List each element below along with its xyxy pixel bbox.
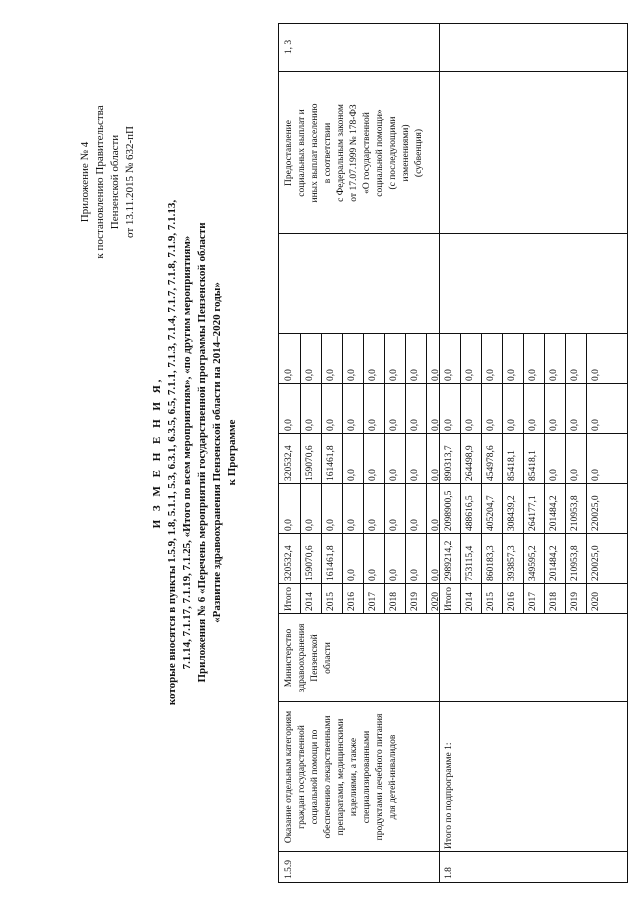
heading-line-5: к Программе: [226, 419, 238, 486]
measure-name-line: для детей-инвалидов: [388, 734, 398, 820]
period-row-border: [544, 334, 545, 614]
funding-value: 0,0: [326, 519, 336, 531]
funding-value: 320532,4: [284, 445, 294, 481]
funding-value: 0,0: [284, 419, 294, 431]
column-border: [279, 383, 627, 384]
appendix-number: Приложение № 4: [79, 141, 91, 223]
funding-value: 0,0: [326, 369, 336, 381]
funding-value: 161461,8: [326, 445, 336, 481]
funding-value: 2989214,2: [444, 540, 454, 581]
column-border: [279, 583, 627, 584]
column-border: [279, 533, 627, 534]
funding-value: 85418,1: [507, 450, 517, 481]
funding-value: 0,0: [507, 369, 517, 381]
funding-value: 0,0: [591, 469, 601, 481]
period-row-border: [502, 334, 503, 614]
funding-value: 0,0: [549, 469, 559, 481]
funding-value: 0,0: [347, 369, 357, 381]
funding-value: 0,0: [528, 419, 538, 431]
target-indicator-code: 1, 3: [284, 39, 294, 55]
period-year: 2018: [549, 592, 559, 611]
funding-value: 454978,6: [486, 445, 496, 481]
funding-value: 220025,0: [591, 545, 601, 581]
funding-value: 210953,8: [570, 495, 580, 531]
funding-value: 0,0: [389, 569, 399, 581]
changes-table: [278, 23, 628, 883]
funding-value: 0,0: [368, 469, 378, 481]
funding-value: 0,0: [284, 519, 294, 531]
funding-value: 0,0: [465, 369, 475, 381]
period-year: 2018: [389, 592, 399, 611]
funding-value: 0,0: [507, 419, 517, 431]
funding-value: 405204,7: [486, 495, 496, 531]
description-line: с Федеральным законом: [336, 104, 346, 202]
description-line: от 17.07.1999 № 178-ФЗ: [349, 104, 359, 202]
measure-name-line: продуктами лечебного питания: [375, 713, 385, 841]
measure-name-line: специализированными: [362, 730, 372, 824]
funding-value: 0,0: [486, 369, 496, 381]
appendix-resolution: к постановлению Правительства: [94, 105, 106, 259]
heading-line-2: 7.1.14, 7.1.17, 7.1.19, 7.1.25, «Итого по всем мероприятиям», «по другим мероприятиям»: [181, 235, 193, 670]
funding-value: 320532,4: [284, 545, 294, 581]
period-row-border: [321, 334, 322, 614]
period-year: 2017: [368, 592, 378, 611]
period-row-border: [363, 334, 364, 614]
funding-value: 159070,6: [305, 445, 315, 481]
description-line: Предоставление: [284, 120, 294, 186]
heading-title: И З М Е Н Е Н И Я,: [151, 376, 163, 529]
row-number: 1.5.9: [284, 860, 294, 879]
measure-name-line: социальной помощи по: [310, 729, 320, 825]
funding-value: 0,0: [389, 469, 399, 481]
funding-value: 0,0: [570, 469, 580, 481]
appendix-date: от 13.11.2015 № 632-пП: [124, 126, 136, 238]
appendix-note: [78, 22, 138, 342]
period-row-border: [405, 334, 406, 614]
period-year: 2014: [305, 592, 315, 611]
description-line: в соответствии: [323, 122, 333, 184]
funding-value: 0,0: [431, 569, 441, 581]
measure-name-line: Оказание отдельным категориям: [284, 710, 294, 844]
funding-value: 349595,2: [528, 545, 538, 581]
heading-line-1: которые вносятся в пункты 1.5.9, 1.8, 5.1.1, 5.3, 6.3.1, 6.3.5, 6.5, 7.1.1, 7.1.3, 7.1.4, 7.1.7, 7.1.8, 7.1.9, 7.1.13,: [166, 199, 178, 706]
funding-value: 308439,2: [507, 495, 517, 531]
funding-value: 210953,8: [570, 545, 580, 581]
funding-value: 0,0: [368, 519, 378, 531]
funding-value: 220025,0: [591, 495, 601, 531]
funding-value: 0,0: [347, 469, 357, 481]
row-number: 1.8: [444, 867, 454, 879]
period-year: 2015: [326, 592, 336, 611]
executor-line: здравоохранения: [297, 623, 307, 693]
funding-value: 0,0: [326, 419, 336, 431]
measure-name-line: граждан государственной: [297, 725, 307, 829]
funding-value: 488616,5: [465, 495, 475, 531]
funding-value: 0,0: [549, 369, 559, 381]
column-border: [279, 333, 627, 334]
executor-line: области: [323, 642, 333, 674]
funding-value: 0,0: [591, 369, 601, 381]
funding-value: 0,0: [347, 519, 357, 531]
period-year: 2019: [410, 592, 420, 611]
funding-value: 0,0: [465, 419, 475, 431]
funding-value: 0,0: [389, 519, 399, 531]
period-row-border: [481, 334, 482, 614]
column-border: [279, 433, 627, 434]
period-row-border: [460, 334, 461, 614]
funding-value: 860183,3: [486, 545, 496, 581]
funding-value: 264177,1: [528, 495, 538, 531]
executor-line: Пензенской: [310, 634, 320, 682]
funding-value: 0,0: [410, 469, 420, 481]
row-border: [439, 24, 440, 882]
funding-value: 0,0: [410, 369, 420, 381]
executor-line: Министерство: [284, 628, 294, 688]
funding-value: 0,0: [431, 419, 441, 431]
period-year: Итого: [444, 586, 454, 611]
funding-value: 0,0: [410, 569, 420, 581]
period-year: 2016: [347, 592, 357, 611]
heading-line-4: «Развитие здравоохранения Пензенской области на 2014–2020 годы»: [211, 282, 223, 623]
period-row-border: [523, 334, 524, 614]
funding-value: 0,0: [368, 569, 378, 581]
heading-line-3: Приложения № 6 «Перечень мероприятий государственной программы Пензенской области: [196, 222, 208, 683]
funding-value: 201484,2: [549, 495, 559, 531]
funding-value: 0,0: [410, 519, 420, 531]
funding-value: 0,0: [305, 519, 315, 531]
funding-value: 0,0: [368, 419, 378, 431]
funding-value: 0,0: [431, 469, 441, 481]
funding-value: 0,0: [570, 419, 580, 431]
funding-value: 0,0: [389, 369, 399, 381]
funding-value: 0,0: [591, 419, 601, 431]
funding-value: 201484,2: [549, 545, 559, 581]
period-row-border: [586, 334, 587, 614]
period-year: 2019: [570, 592, 580, 611]
period-row-border: [426, 334, 427, 614]
funding-value: 0,0: [444, 369, 454, 381]
funding-value: 890313,7: [444, 445, 454, 481]
measure-name-line: обеспечению лекарственными: [323, 715, 333, 839]
funding-value: 2098900,5: [444, 490, 454, 531]
funding-value: 85418,1: [528, 450, 538, 481]
period-year: 2014: [465, 592, 475, 611]
period-year: 2020: [431, 592, 441, 611]
funding-value: 0,0: [431, 519, 441, 531]
funding-value: 0,0: [528, 369, 538, 381]
funding-value: 0,0: [570, 369, 580, 381]
funding-value: 0,0: [486, 419, 496, 431]
description-line: «О государственной: [362, 112, 372, 194]
funding-value: 161461,8: [326, 545, 336, 581]
funding-value: 0,0: [410, 419, 420, 431]
funding-value: 159070,6: [305, 545, 315, 581]
appendix-region: Пензенской области: [109, 134, 121, 230]
description-line: социальной помощи»: [375, 109, 385, 197]
description-line: (с последующими: [388, 116, 398, 190]
period-year: Итого: [284, 586, 294, 611]
funding-value: 0,0: [305, 369, 315, 381]
funding-value: 0,0: [389, 419, 399, 431]
funding-value: 0,0: [549, 419, 559, 431]
description-line: (субвенция): [414, 128, 424, 178]
period-row-border: [384, 334, 385, 614]
funding-value: 0,0: [368, 369, 378, 381]
measure-name-line: Итого по подпрограмме 1:: [444, 742, 454, 849]
funding-value: 0,0: [444, 419, 454, 431]
description-line: социальных выплат и: [297, 109, 307, 197]
funding-value: 753115,4: [465, 545, 475, 581]
column-border: [279, 483, 627, 484]
funding-value: 393857,3: [507, 545, 517, 581]
funding-value: 0,0: [305, 419, 315, 431]
funding-value: 0,0: [284, 369, 294, 381]
funding-value: 264498,9: [465, 445, 475, 481]
period-year: 2016: [507, 592, 517, 611]
measure-name-line: изделиями, а также: [349, 737, 359, 817]
period-row-border: [565, 334, 566, 614]
description-line: изменениями): [401, 124, 411, 182]
period-row-border: [300, 334, 301, 614]
funding-value: 0,0: [347, 419, 357, 431]
period-year: 2015: [486, 592, 496, 611]
period-year: 2020: [591, 592, 601, 611]
period-row-border: [342, 334, 343, 614]
period-year: 2017: [528, 592, 538, 611]
funding-value: 0,0: [431, 369, 441, 381]
measure-name-line: препаратами, медицинскими: [336, 718, 346, 836]
description-line: иных выплат населению: [310, 103, 320, 203]
document-heading: [150, 0, 240, 905]
funding-value: 0,0: [347, 569, 357, 581]
